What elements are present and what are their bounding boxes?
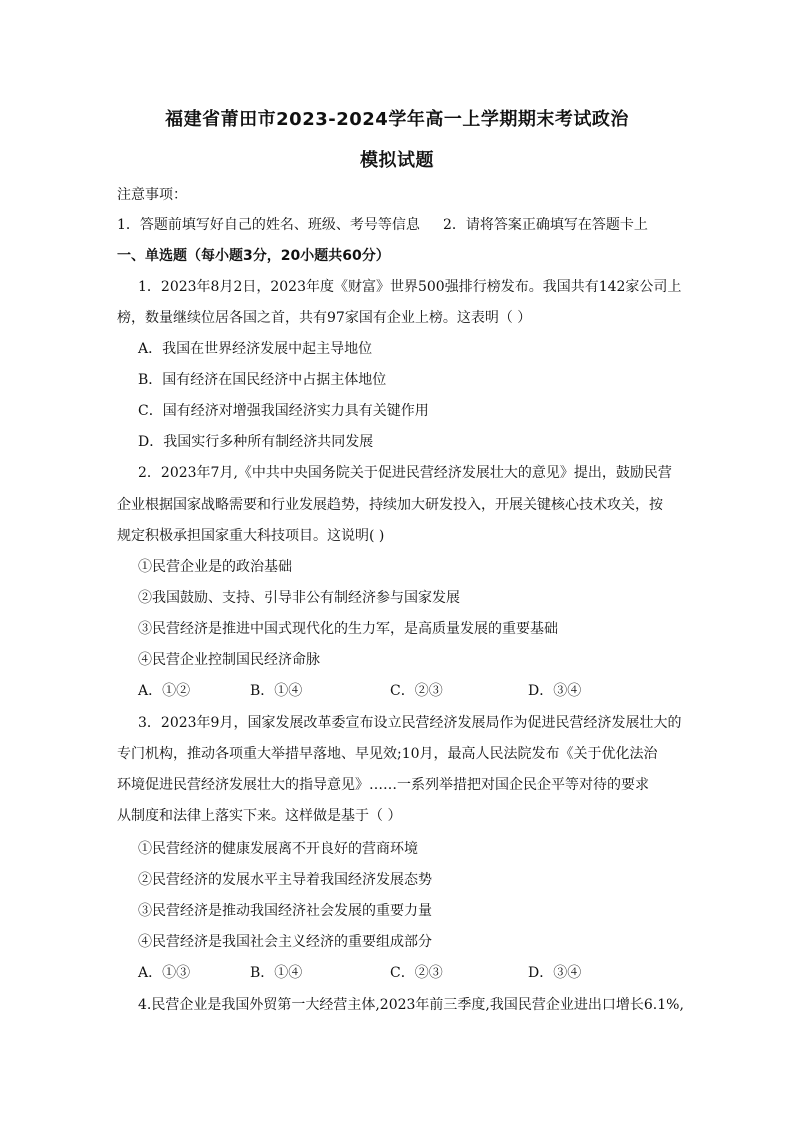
q2-option-c: C．②③	[390, 683, 443, 699]
notice-item-2: 2．请将答案正确填写在答题卡上	[443, 217, 648, 233]
document-subtitle: 模拟试题	[360, 150, 434, 171]
q3-option-c: C．②③	[390, 965, 443, 981]
q3-option-a: A．①③	[138, 965, 191, 981]
q3-stem-line-4: 从制度和法律上落实下来。这样做是基于（ ）	[117, 808, 402, 824]
q1-option-c: C．国有经济对增强我国经济实力具有关键作用	[138, 403, 429, 419]
q3-option-d: D．③④	[528, 965, 582, 981]
q2-stem-line-3: 规定积极承担国家重大科技项目。这说明( )	[117, 528, 385, 544]
q2-statement-4: ④民营企业控制国民经济命脉	[138, 652, 320, 668]
q3-stem-line-3: 环境促进民营经济发展壮大的指导意见》……一系列举措把对国企民企平等对待的要求	[117, 777, 649, 793]
q2-option-b: B．①④	[250, 683, 303, 699]
notice-heading: 注意事项：	[117, 187, 187, 203]
q3-statement-3: ③民营经济是推动我国经济社会发展的重要力量	[138, 903, 432, 919]
q3-option-b: B．①④	[250, 965, 303, 981]
q2-statement-1: ①民营企业是的政治基础	[138, 559, 292, 575]
q4-stem-line-1: 4.民营企业是我国外贸第一大经营主体,2023年前三季度,我国民营企业进出口增长6.1%,	[138, 997, 684, 1013]
q1-stem-line-1: 1．2023年8月2日，2023年度《财富》世界500强排行榜发布。我国共有142家公司上	[138, 279, 682, 295]
q3-statement-2: ②民营经济的发展水平主导着我国经济发展态势	[138, 872, 432, 888]
q1-option-b: B．国有经济在国民经济中占据主体地位	[138, 372, 387, 388]
q2-statement-2: ②我国鼓励、支持、引导非公有制经济参与国家发展	[138, 590, 460, 606]
q1-option-d: D．我国实行多种所有制经济共同发展	[138, 434, 374, 450]
q2-option-d: D．③④	[528, 683, 582, 699]
q2-statement-3: ③民营经济是推进中国式现代化的生力军，是高质量发展的重要基础	[138, 621, 558, 637]
document-title: 福建省莆田市2023-2024学年高一上学期期末考试政治	[165, 109, 629, 130]
q3-stem-line-1: 3．2023年9月，国家发展改革委宣布设立民营经济发展局作为促进民营经济发展壮大的	[138, 715, 682, 731]
q3-statement-1: ①民营经济的健康发展离不开良好的营商环境	[138, 841, 418, 857]
notice-item-1: 1．答题前填写好自己的姓名、班级、考号等信息	[117, 217, 420, 233]
q3-statement-4: ④民营经济是我国社会主义经济的重要组成部分	[138, 934, 432, 950]
q1-stem-line-2: 榜，数量继续位居各国之首，共有97家国有企业上榜。这表明（ ）	[117, 310, 532, 326]
q1-option-a: A．我国在世界经济发展中起主导地位	[138, 341, 373, 357]
q2-stem-line-1: 2．2023年7月,《中共中央国务院关于促进民营经济发展壮大的意见》提出，鼓励民营	[138, 465, 672, 481]
q2-stem-line-2: 企业根据国家战略需要和行业发展趋势，持续加大研发投入，开展关键核心技术攻关，按	[117, 497, 663, 513]
q2-option-a: A．①②	[138, 683, 191, 699]
q3-stem-line-2: 专门机构，推动各项重大举措早落地、早见效;10月，最高人民法院发布《关于优化法治	[117, 746, 658, 762]
section-heading: 一、单选题（每小题3分，20小题共60分）	[117, 248, 390, 264]
